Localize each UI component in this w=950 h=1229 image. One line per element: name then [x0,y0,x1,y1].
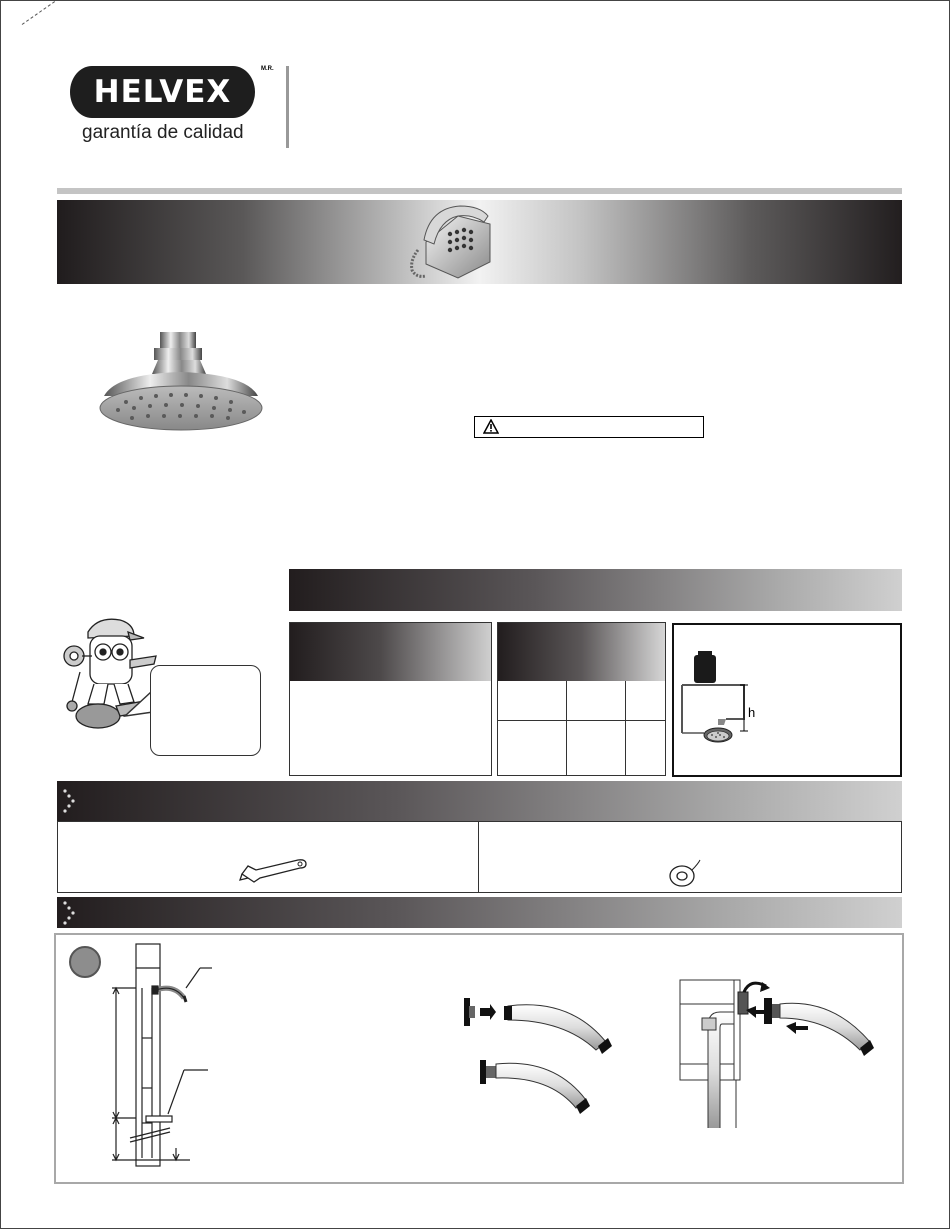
specifications-bar [289,569,902,611]
tools-divider [478,822,479,892]
speech-bubble [150,665,261,756]
arrow-dots-icon [62,788,76,814]
tools-bar [57,781,902,821]
tools-box [57,821,902,893]
spec-panel-pressure-header [290,623,491,681]
shower-arm-assembly-diagram [450,988,625,1118]
logo-tagline: garantía de calidad [82,122,244,143]
table-column-divider [625,681,626,776]
arrow-dots-icon [62,900,76,926]
table-column-divider [566,681,567,776]
logo-wordmark: HELVEX [93,74,232,110]
wall-piping-diagram [100,938,225,1172]
spec-panel-height-diagram [672,623,902,777]
spec-panel-table [497,622,666,776]
warning-triangle-icon [483,419,499,434]
installation-bar [57,897,902,928]
table-row-divider [498,720,665,721]
helvex-logo [70,66,274,146]
telephone-icon [396,202,496,282]
shower-head-image [96,330,266,432]
warning-box [474,416,704,438]
spec-panel-table-header [498,623,665,681]
teflon-tape-icon [666,858,702,888]
arm-installation-diagram [674,972,878,1132]
wrench-icon [238,858,310,884]
tank-height-diagram [674,625,900,775]
header-divider [286,66,289,148]
header-rule [57,188,902,194]
registered-mark: M.R. [261,66,274,72]
height-label: h [748,705,756,720]
spec-panel-pressure [289,622,492,776]
step-1-marker [69,946,101,978]
